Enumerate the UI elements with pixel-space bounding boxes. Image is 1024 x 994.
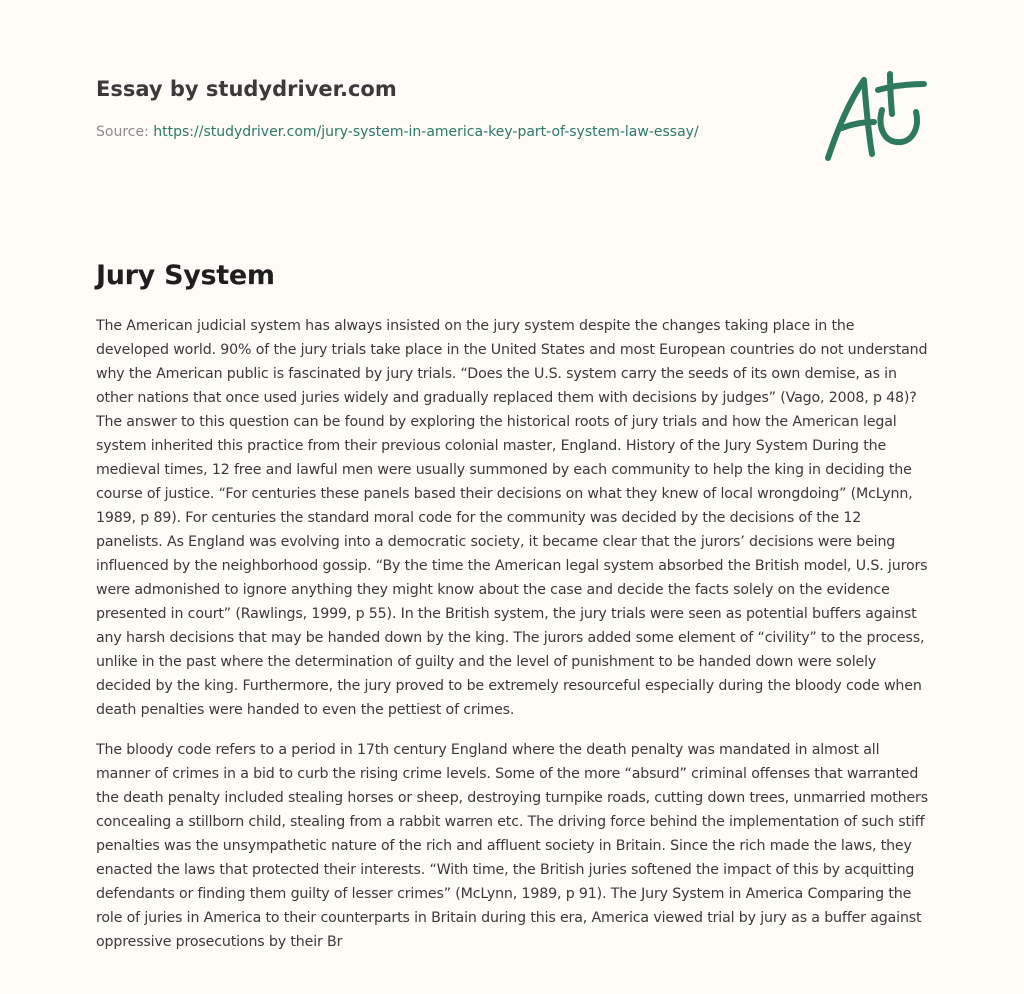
source-label: Source: [96,124,149,140]
document-header [96,74,816,140]
essay-body [96,314,928,970]
brand-title: Essay by studydriver.com [96,77,397,101]
essay-paragraph: The American judicial system has always insisted on the jury system despite the changes taking place in the developed world. 90% of the jury trials take place in the United States and most European countries do not understand why the American public is fascinated by jury trials. “Does the U.S. system carry the seeds of its own demise, as in other nations that once used juries widely and gradually replaced them with decisions by judges” (Vago, 2008, p 48)? The answer to this question can be found by exploring the historical roots of jury trials and how the American legal system inherited this practice from their previous colonial master, England. History of the Jury System During the medieval times, 12 free and lawful men were usually summoned by each community to help the king in deciding the course of justice. “For centuries these panels based their decisions on what they knew of local wrongdoing” (McLynn, 1989, p 89). For centuries the standard moral code for the community was decided by the decisions of the 12 panelists. As England was evolving into a democratic society, it became clear that the jurors’ decisions were being influenced by the neighborhood gossip. “By the time the American legal system absorbed the British model, U.S. jurors were admonished to ignore anything they might know about the case and decide the facts solely on the evidence presented in court” (Rawlings, 1999, p 55). In the British system, the jury trials were seen as potential buffers against any harsh decisions that may be handed down by the king. The jurors added some element of “civility” to the process, unlike in the past where the determination of guilty and the level of punishment to be handed down were solely decided by the king. Furthermore, the jury proved to be extremely resourceful especially during the bloody code when death penalties were handed to even the pettiest of crimes. [96,318,928,718]
a-plus-logo-icon [820,66,930,166]
source-line [96,122,699,142]
essay-title: Jury System [96,260,275,291]
essay-paragraph: The bloody code refers to a period in 17th century England where the death penalty was mandated in almost all manner of crimes in a bid to curb the rising crime levels. Some of the more “absurd” criminal offenses that warranted the death penalty included stealing horses or sheep, destroying turnpike roads, cutting down trees, unmarried mothers concealing a stillborn child, stealing from a rabbit warren etc. The driving force behind the implementation of such stiff penalties was the unsympathetic nature of the rich and affluent society in Britain. Since the rich made the laws, they enacted the laws that protected their interests. “With time, the British juries softened the impact of this by acquitting defendants or finding them guilty of lesser crimes” (McLynn, 1989, p 91). The Jury System in America Comparing the role of juries in America to their counterparts in Britain during this era, America viewed trial by jury as a buffer against oppressive prosecutions by their Br [96,742,928,950]
source-link[interactable]: https://studydriver.com/jury-system-in-america-key-part-of-system-law-essay/ [153,124,699,140]
